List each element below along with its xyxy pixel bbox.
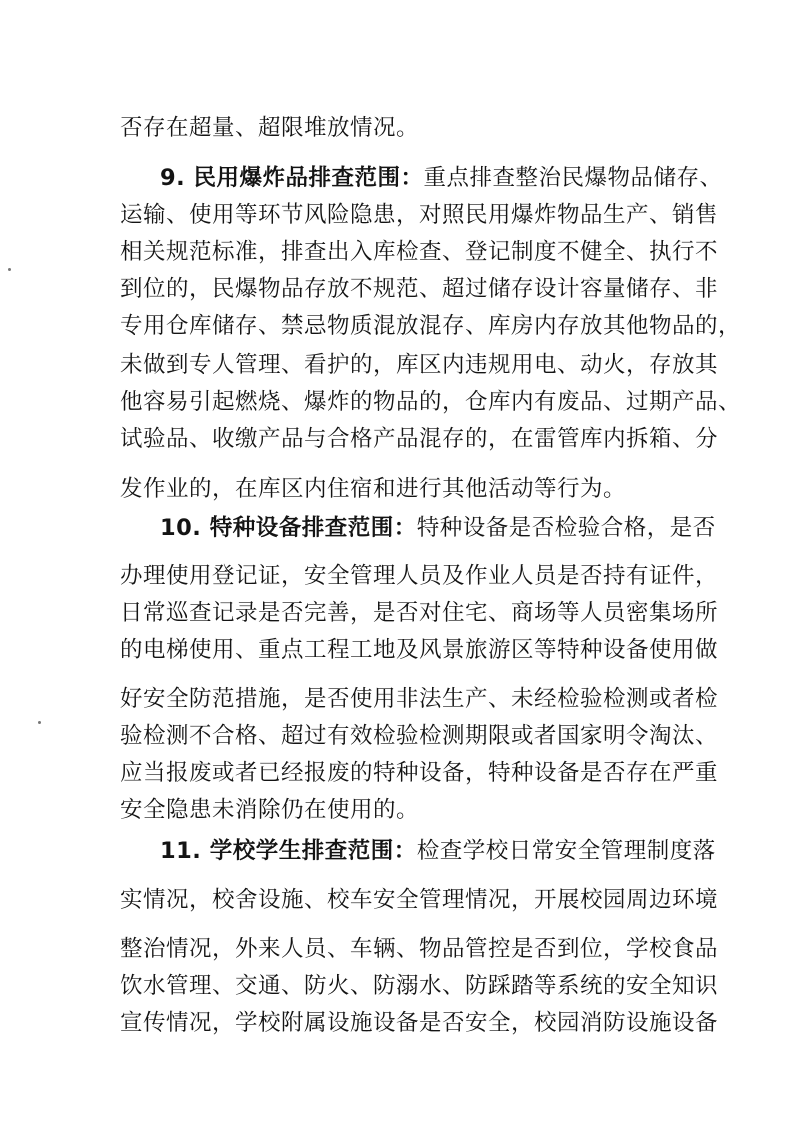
line-text: 专用仓库储存、禁忌物质混放混存、库房内存放其他物品的， [120,313,742,339]
text-line [120,387,742,417]
text-line [120,758,719,788]
line-text: 相关规范标准，排查出入库检查、登记制度不健全、执行不 [120,239,719,265]
line-text: 发作业的，在库区内住宿和进行其他活动等行为。 [120,476,627,502]
line-text: 宣传情况，学校附属设施设备是否安全，校园消防设施设备 [120,1010,719,1036]
line-text: 特种设备是否检验合格，是否 [416,515,716,541]
text-line [120,684,719,714]
section-heading: 11. 学校学生排查范围： [160,838,417,864]
text-line [120,311,742,341]
line-text: 否存在超量、超限堆放情况。 [120,115,420,141]
line-text: 他容易引起燃烧、爆炸的物品的，仓库内有废品、过期产品、 [120,389,742,415]
line-text: 未做到专人管理、看护的，库区内违规用电、动火，存放其 [120,352,719,378]
scan-speck [8,268,11,271]
line-text: 日常巡查记录是否完善，是否对住宅、商场等人员密集场所 [120,600,719,626]
text-line [120,635,719,665]
section-heading: 9. 民用爆炸品排查范围： [160,165,424,191]
line-text: 整治情况，外来人员、车辆、物品管控是否到位，学校食品 [120,936,719,962]
text-line [120,113,680,143]
line-text: 运输、使用等环节风险隐患，对照民用爆炸物品生产、销售 [120,202,719,228]
line-text: 到位的，民爆物品存放不规范、超过储存设计容量储存、非 [120,276,719,302]
line-text: 应当报废或者已经报废的特种设备，特种设备是否存在严重 [120,760,719,786]
text-line [120,721,719,751]
text-line [120,1008,719,1038]
line-text: 饮水管理、交通、防火、防溺水、防踩踏等系统的安全知识 [120,973,719,999]
line-text: 的电梯使用、重点工程工地及风景旅游区等特种设备使用做 [120,637,719,663]
text-line [120,424,719,454]
line-text: 重点排查整治民爆物品储存、 [423,165,723,191]
text-line [120,474,680,504]
section-heading-line [160,163,723,193]
text-line [120,971,719,1001]
text-line [120,350,719,380]
text-line [120,885,719,915]
line-text: 办理使用登记证，安全管理人员及作业人员是否持有证件， [120,563,719,589]
text-line [120,795,680,825]
line-text: 检查学校日常安全管理制度落 [416,838,716,864]
section-heading-line [160,836,720,866]
text-line [120,200,719,230]
text-line [120,274,719,304]
line-text: 好安全防范措施，是否使用非法生产、未经检验检测或者检 [120,686,719,712]
line-text: 实情况，校舍设施、校车安全管理情况，开展校园周边环境 [120,887,719,913]
text-line [120,934,719,964]
section-heading: 10. 特种设备排查范围： [160,515,417,541]
scan-speck [38,721,41,724]
text-line [120,561,719,591]
line-text: 试验品、收缴产品与合格产品混存的，在雷管库内拆箱、分 [120,426,719,452]
text-line [120,598,719,628]
section-heading-line [160,513,720,543]
text-line [120,237,719,267]
line-text: 验检测不合格、超过有效检验检测期限或者国家明令淘汰、 [120,723,719,749]
line-text: 安全隐患未消除仍在使用的。 [120,797,420,823]
